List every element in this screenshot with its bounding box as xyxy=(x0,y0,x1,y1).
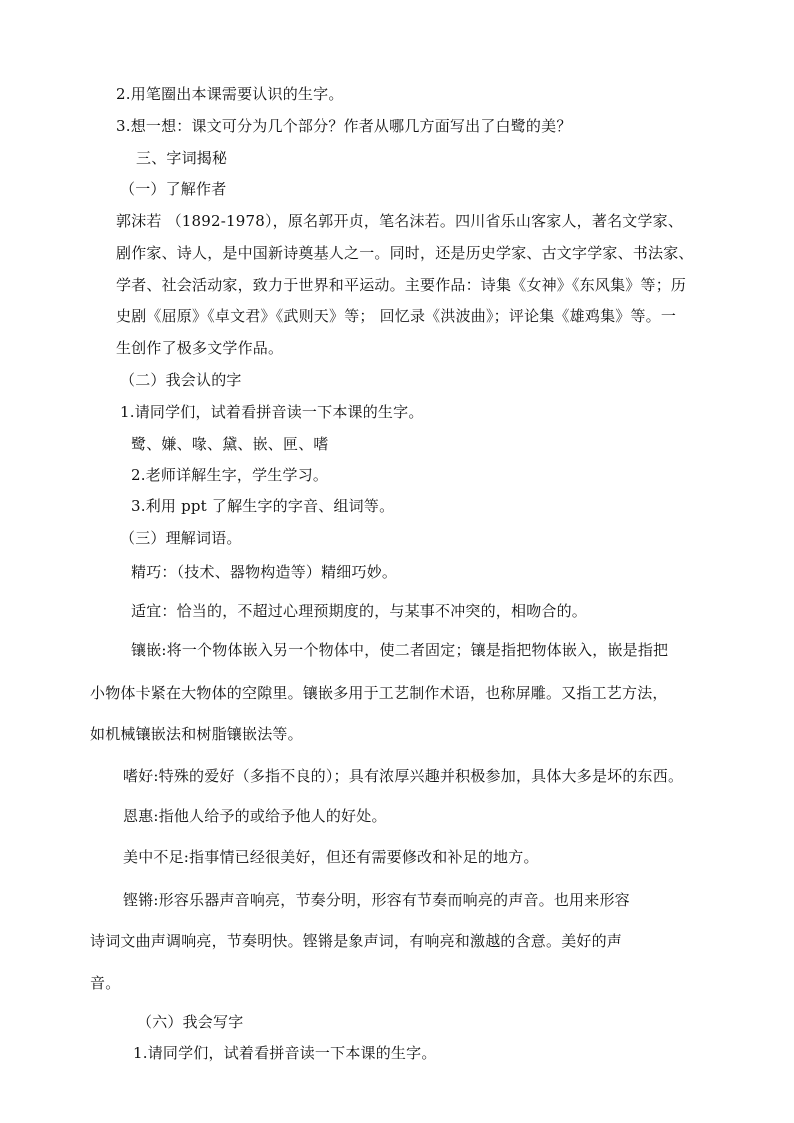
vocab-shiyi: 适宜：恰当的，不超过心理预期度的，与某事不冲突的，相吻合的。 xyxy=(131,602,588,620)
vocab-meizhongbuzu: 美中不足:指事情已经很美好，但还有需要修改和补足的地方。 xyxy=(123,848,539,866)
vocab-enhui: 恩惠:指他人给予的或给予他人的好处。 xyxy=(123,807,387,825)
vocab-jingqiao: 精巧：（技术、器物构造等）精细巧妙。 xyxy=(131,563,398,581)
author-paragraph-line: 剧作家、诗人，是中国新诗奠基人之一。同时，还是历史学家、古文字学家、书法家、 xyxy=(116,244,694,262)
vocab-xiangqian-line: 小物体卡紧在大物体的空隙里。镶嵌多用于工艺制作术语，也称屏雕。又指工艺方法， xyxy=(90,684,668,702)
author-paragraph-line: 学者、社会活动家，致力于世界和平运动。主要作品：诗集《女神》《东风集》等；历 xyxy=(116,276,687,294)
char-list: 鹭、嫌、喙、黛、嵌、匣、嗜 xyxy=(131,435,329,453)
vocab-shihao: 嗜好:特殊的爱好（多指不良的）；具有浓厚兴趣并积极参加，具体大多是坏的东西。 xyxy=(123,767,684,785)
vocab-kengqiang-line: 诗词文曲声调响亮，节奏明快。铿锵是象声词，有响亮和激越的含意。美好的声 xyxy=(90,932,623,950)
author-paragraph-line: 史剧《屈原》《卓文君》《武则天》等； 回忆录《洪波曲》；评论集《雄鸡集》等。一 xyxy=(116,307,677,325)
vocab-kengqiang-line: 音。 xyxy=(90,974,121,992)
vocab-kengqiang-line: 铿锵:形容乐器声音响亮，节奏分明，形容有节奏而响亮的声音。也用来形容 xyxy=(123,891,630,909)
author-paragraph-line: 生创作了极多文学作品。 xyxy=(116,339,284,357)
subheading-writing: （六）我会写字 xyxy=(137,1013,244,1031)
vocab-xiangqian-line: 如机械镶嵌法和树脂镶嵌法等。 xyxy=(90,725,303,743)
writing-step-1: 1.请同学们，试着看拼音读一下本课的生字。 xyxy=(133,1044,437,1062)
section-heading-3: 三、字词揭秘 xyxy=(136,149,228,167)
vocab-xiangqian-line: 镶嵌:将一个物体嵌入另一个物体中，使二者固定；镶是指把物体嵌入，嵌是指把 xyxy=(131,641,669,659)
char-step-2: 2.老师详解生字，学生学习。 xyxy=(131,466,329,484)
instruction-3: 3.想一想：课文可分为几个部分？作者从哪几方面写出了白鹭的美？ xyxy=(116,117,572,135)
subheading-characters: （二）我会认的字 xyxy=(120,371,242,389)
author-paragraph-line: 郭沫若 （1892-1978），原名郭开贞，笔名沫若。四川省乐山客家人，著名文学家、 xyxy=(116,212,684,230)
char-step-3: 3.利用 ppt 了解生字的字音、组词等。 xyxy=(131,497,395,515)
char-step-1: 1.请同学们，试着看拼音读一下本课的生字。 xyxy=(120,403,424,421)
instruction-2: 2.用笔圈出本课需要认识的生字。 xyxy=(116,85,344,103)
subheading-vocabulary: （三）理解词语。 xyxy=(120,529,242,547)
subheading-author: （一）了解作者 xyxy=(120,180,227,198)
